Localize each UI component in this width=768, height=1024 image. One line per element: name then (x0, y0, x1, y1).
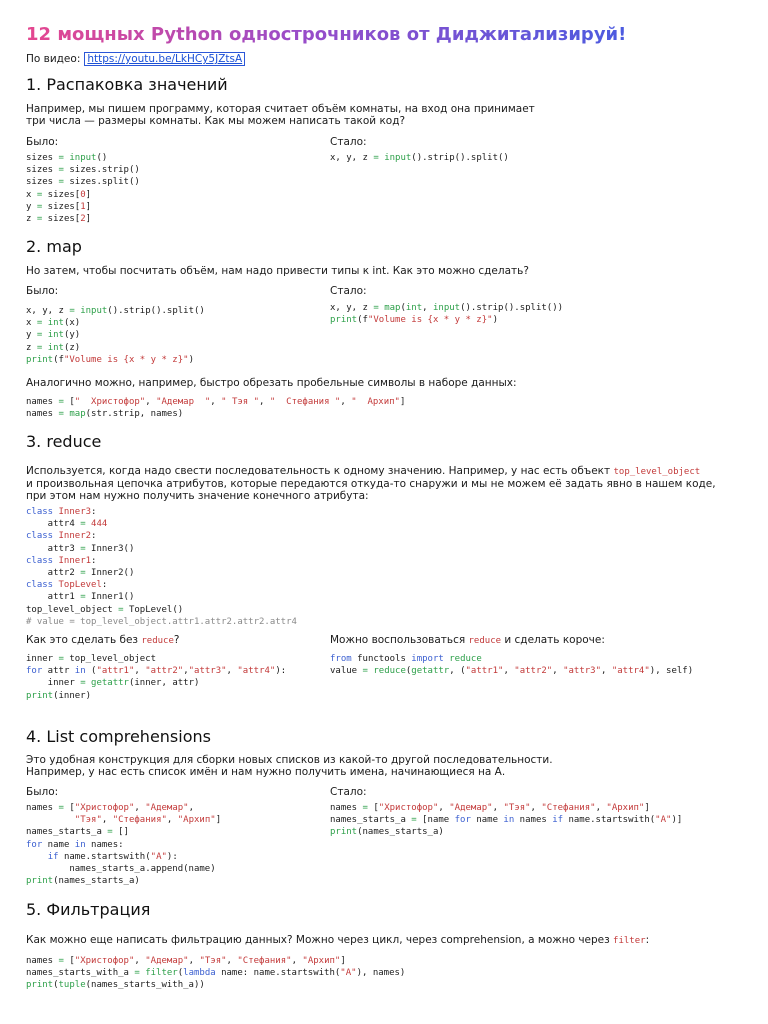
s2-after-code: x, y, z = map(int, input().strip().split()) print(f"Volume is {x * y * z}") (330, 303, 564, 326)
s4-paragraph-1: Это удобная конструкция для сборки новых списков из какой-то другой последовательности. (26, 754, 553, 766)
s5-paragraph-1-text: Как можно еще написать фильтрацию данных? Можно через цикл, через comprehension, а можно через (26, 934, 610, 946)
s2-strip-code: names = [" Христофор", "Адемар ", " Тэя ", " Стефания ", " Архип"] names = map(str.strip, names) (26, 397, 406, 420)
s4-before-label: Было: (26, 786, 59, 798)
s3-classes-code: class Inner3: attr4 = 444 class Inner2: attr3 = Inner3() class Inner1: attr2 = Inner2() class TopLevel: attr1 = Inner1() top_level_object = TopLevel() # value = top_level_object.attr1.attr2.attr2.attr4 (26, 507, 297, 627)
video-link[interactable]: https://youtu.be/LkHCy5JZtsA (84, 52, 245, 66)
s4-paragraph-2: Например, у нас есть список имён и нам нужно получить имена, начинающиеся на А. (26, 766, 506, 778)
s3-right-code: from functools import reduce value = reduce(getattr, ("attr1", "attr2", "attr3", "attr4"), self) (330, 654, 694, 677)
s4-after-label: Стало: (330, 786, 367, 798)
s5-paragraph-1-end: : (645, 934, 650, 946)
s3-right-label-end: и сделать короче: (504, 634, 605, 646)
s3-paragraph-2: и произвольная цепочка атрибутов, которые передаются откуда-то снаружи и мы не можем её задать явно в нашем коде, (26, 478, 716, 490)
s5-paragraph-1 (26, 934, 649, 948)
heading-list-comprehensions: 4. List comprehensions (26, 727, 211, 746)
s3-right-label (330, 634, 605, 646)
heading-filtering: 5. Фильтрация (26, 900, 151, 919)
video-label: По видео: (26, 53, 81, 65)
s4-after-code: names = ["Христофор", "Адемар", "Тэя", "Стефания", "Архип"] names_starts_a = [name for name in names if name.startswith("А")] print(names_starts_a) (330, 803, 683, 838)
page-title: 12 мощных Python однострочников от Диджитализируй! (26, 24, 627, 45)
video-line (26, 53, 245, 65)
s3-paragraph-1-text: Используется, когда надо свести последовательность к одному значению. Например, у нас есть объект (26, 465, 611, 477)
s2-paragraph-2: Аналогично можно, например, быстро обрезать пробельные символы в наборе данных: (26, 377, 517, 389)
s2-before-label: Было: (26, 285, 59, 297)
s3-paragraph-1 (26, 465, 700, 479)
s5-filter-code: names = ["Христофор", "Адемар", "Тэя", "Стефания", "Архип"] names_starts_with_a = filter(lambda name: name.startswith("А"), names) print(tuple(names_starts_with_a)) (26, 956, 406, 991)
s2-after-label: Стало: (330, 285, 367, 297)
s3-left-label (26, 634, 179, 646)
s3-left-label-code: reduce (141, 636, 174, 646)
s1-after-label: Стало: (330, 136, 367, 148)
s2-paragraph-1: Но затем, чтобы посчитать объём, нам надо привести типы к int. Как это можно сделать? (26, 265, 529, 277)
s3-left-label-text: Как это сделать без (26, 634, 139, 646)
s2-before-code: x, y, z = input().strip().split() x = int(x) y = int(y) z = int(z) print(f"Volume is {x * y * z}") (26, 306, 205, 365)
s3-inline-code: top_level_object (613, 467, 701, 477)
s3-right-label-code: reduce (468, 636, 502, 646)
s1-before-label: Было: (26, 136, 59, 148)
s4-before-code: names = ["Христофор", "Адемар", "Тэя", "Стефания", "Архип"] names_starts_a = [] for name in names: if name.startswith("А"): names_starts_a.append(name) print(names_starts_a) (26, 803, 222, 887)
s3-right-label-text: Можно воспользоваться (330, 634, 466, 646)
heading-unpacking: 1. Распаковка значений (26, 75, 228, 94)
heading-reduce: 3. reduce (26, 432, 102, 451)
s1-paragraph-2: три числа — размеры комнаты. Как мы можем написать такой код? (26, 115, 406, 127)
s3-left-code: inner = top_level_object for attr in ("attr1", "attr2","attr3", "attr4"): inner = getattr(inner, attr) print(inner) (26, 654, 287, 701)
s1-before-code: sizes = input() sizes = sizes.strip() sizes = sizes.split() x = sizes[0] y = sizes[1] z = sizes[2] (26, 153, 140, 225)
s3-paragraph-3: при этом нам нужно получить значение конечного атрибута: (26, 490, 369, 502)
s3-left-label-end: ? (173, 634, 180, 646)
s5-inline-code: filter (613, 936, 646, 946)
heading-map: 2. map (26, 237, 82, 256)
s1-after-code: x, y, z = input().strip().split() (330, 153, 509, 163)
s1-paragraph-1: Например, мы пишем программу, которая считает объём комнаты, на вход она принимает (26, 103, 535, 115)
